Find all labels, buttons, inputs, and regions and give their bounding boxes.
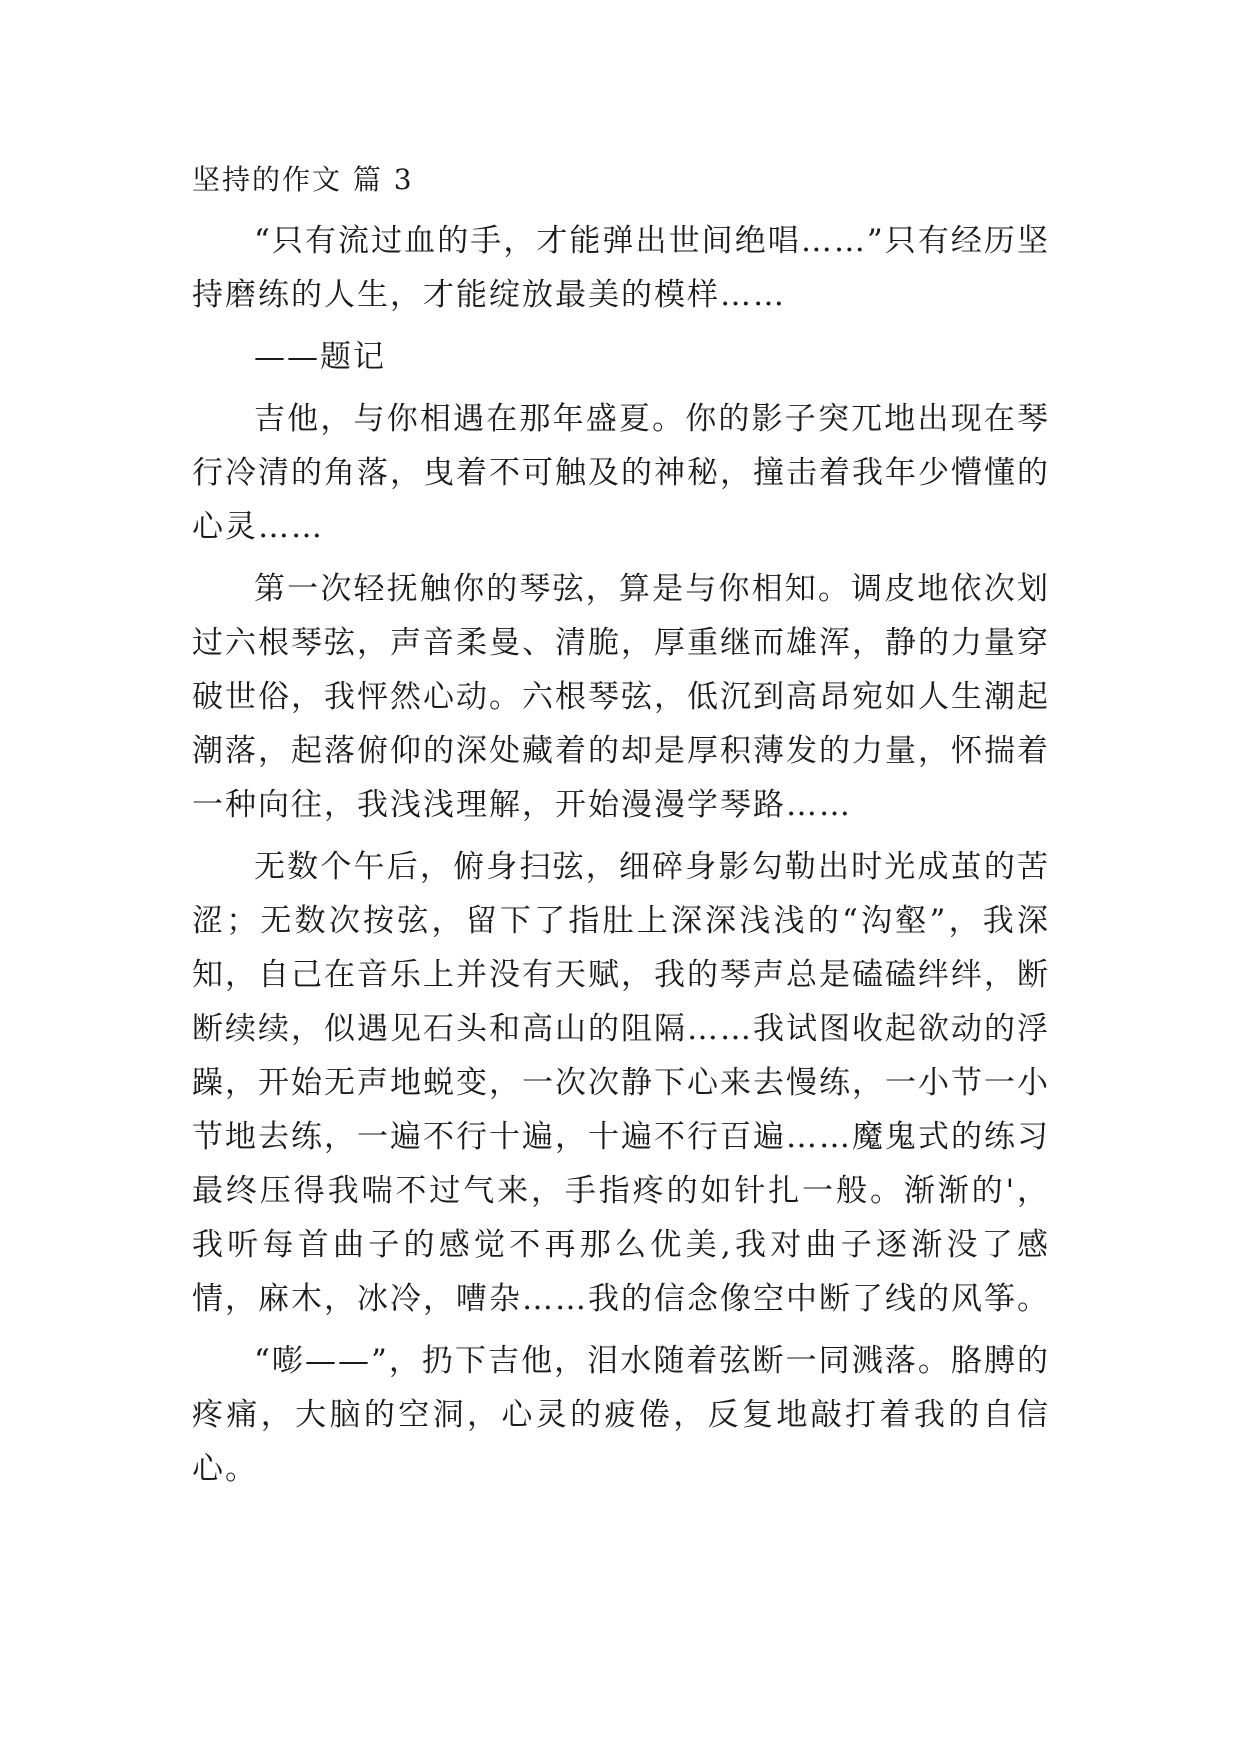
paragraph-epigraph-signature: ——题记: [254, 339, 386, 375]
paragraph-string-break: “嘭——”，扔下吉他，泪水随着弦断一同溅落。胳膊的疼痛，大脑的空洞，心灵的疲倦，反复地敲打着我的自信心。: [192, 1343, 1050, 1487]
document-page: [192, 160, 1050, 1504]
paragraph-epigraph: “只有流过血的手，才能弹出世间绝唱……”只有经历坚持磨练的人生，才能绽放最美的模样……: [192, 223, 1050, 313]
paragraph-first-touch: 第一次轻抚触你的琴弦，算是与你相知。调皮地依次划过六根琴弦，声音柔曼、清脆，厚重继而雄浑，静的力量穿破世俗，我怦然心动。六根琴弦，低沉到高昂宛如人生潮起潮落，起落俯仰的深处藏着的却是厚积薄发的力量，怀揣着一种向往，我浅浅理解，开始漫漫学琴路……: [192, 571, 1050, 823]
document-title: 坚持的作文 篇 3: [192, 163, 414, 196]
paragraph-practice: 无数个午后，俯身扫弦，细碎身影勾勒出时光成茧的苦涩；无数次按弦，留下了指肚上深深浅浅的“沟壑”，我深知，自己在音乐上并没有天赋，我的琴声总是磕磕绊绊，断断续续，似遇见石头和高山的阻隔……我试图收起欲动的浮躁，开始无声地蜕变，一次次静下心来去慢练，一小节一小节地去练，一遍不行十遍，十遍不行百遍……魔鬼式的练习最终压得我喘不过气来，手指疼的如针扎一般。渐渐的'，我听每首曲子的感觉不再那么优美,我对曲子逐渐没了感情，麻木，冰冷，嘈杂……我的信念像空中断了线的风筝。: [192, 849, 1050, 1317]
paragraph-meeting-guitar: 吉他，与你相遇在那年盛夏。你的影子突兀地出现在琴行冷清的角落，曳着不可触及的神秘，撞击着我年少懵懂的心灵……: [192, 401, 1050, 545]
